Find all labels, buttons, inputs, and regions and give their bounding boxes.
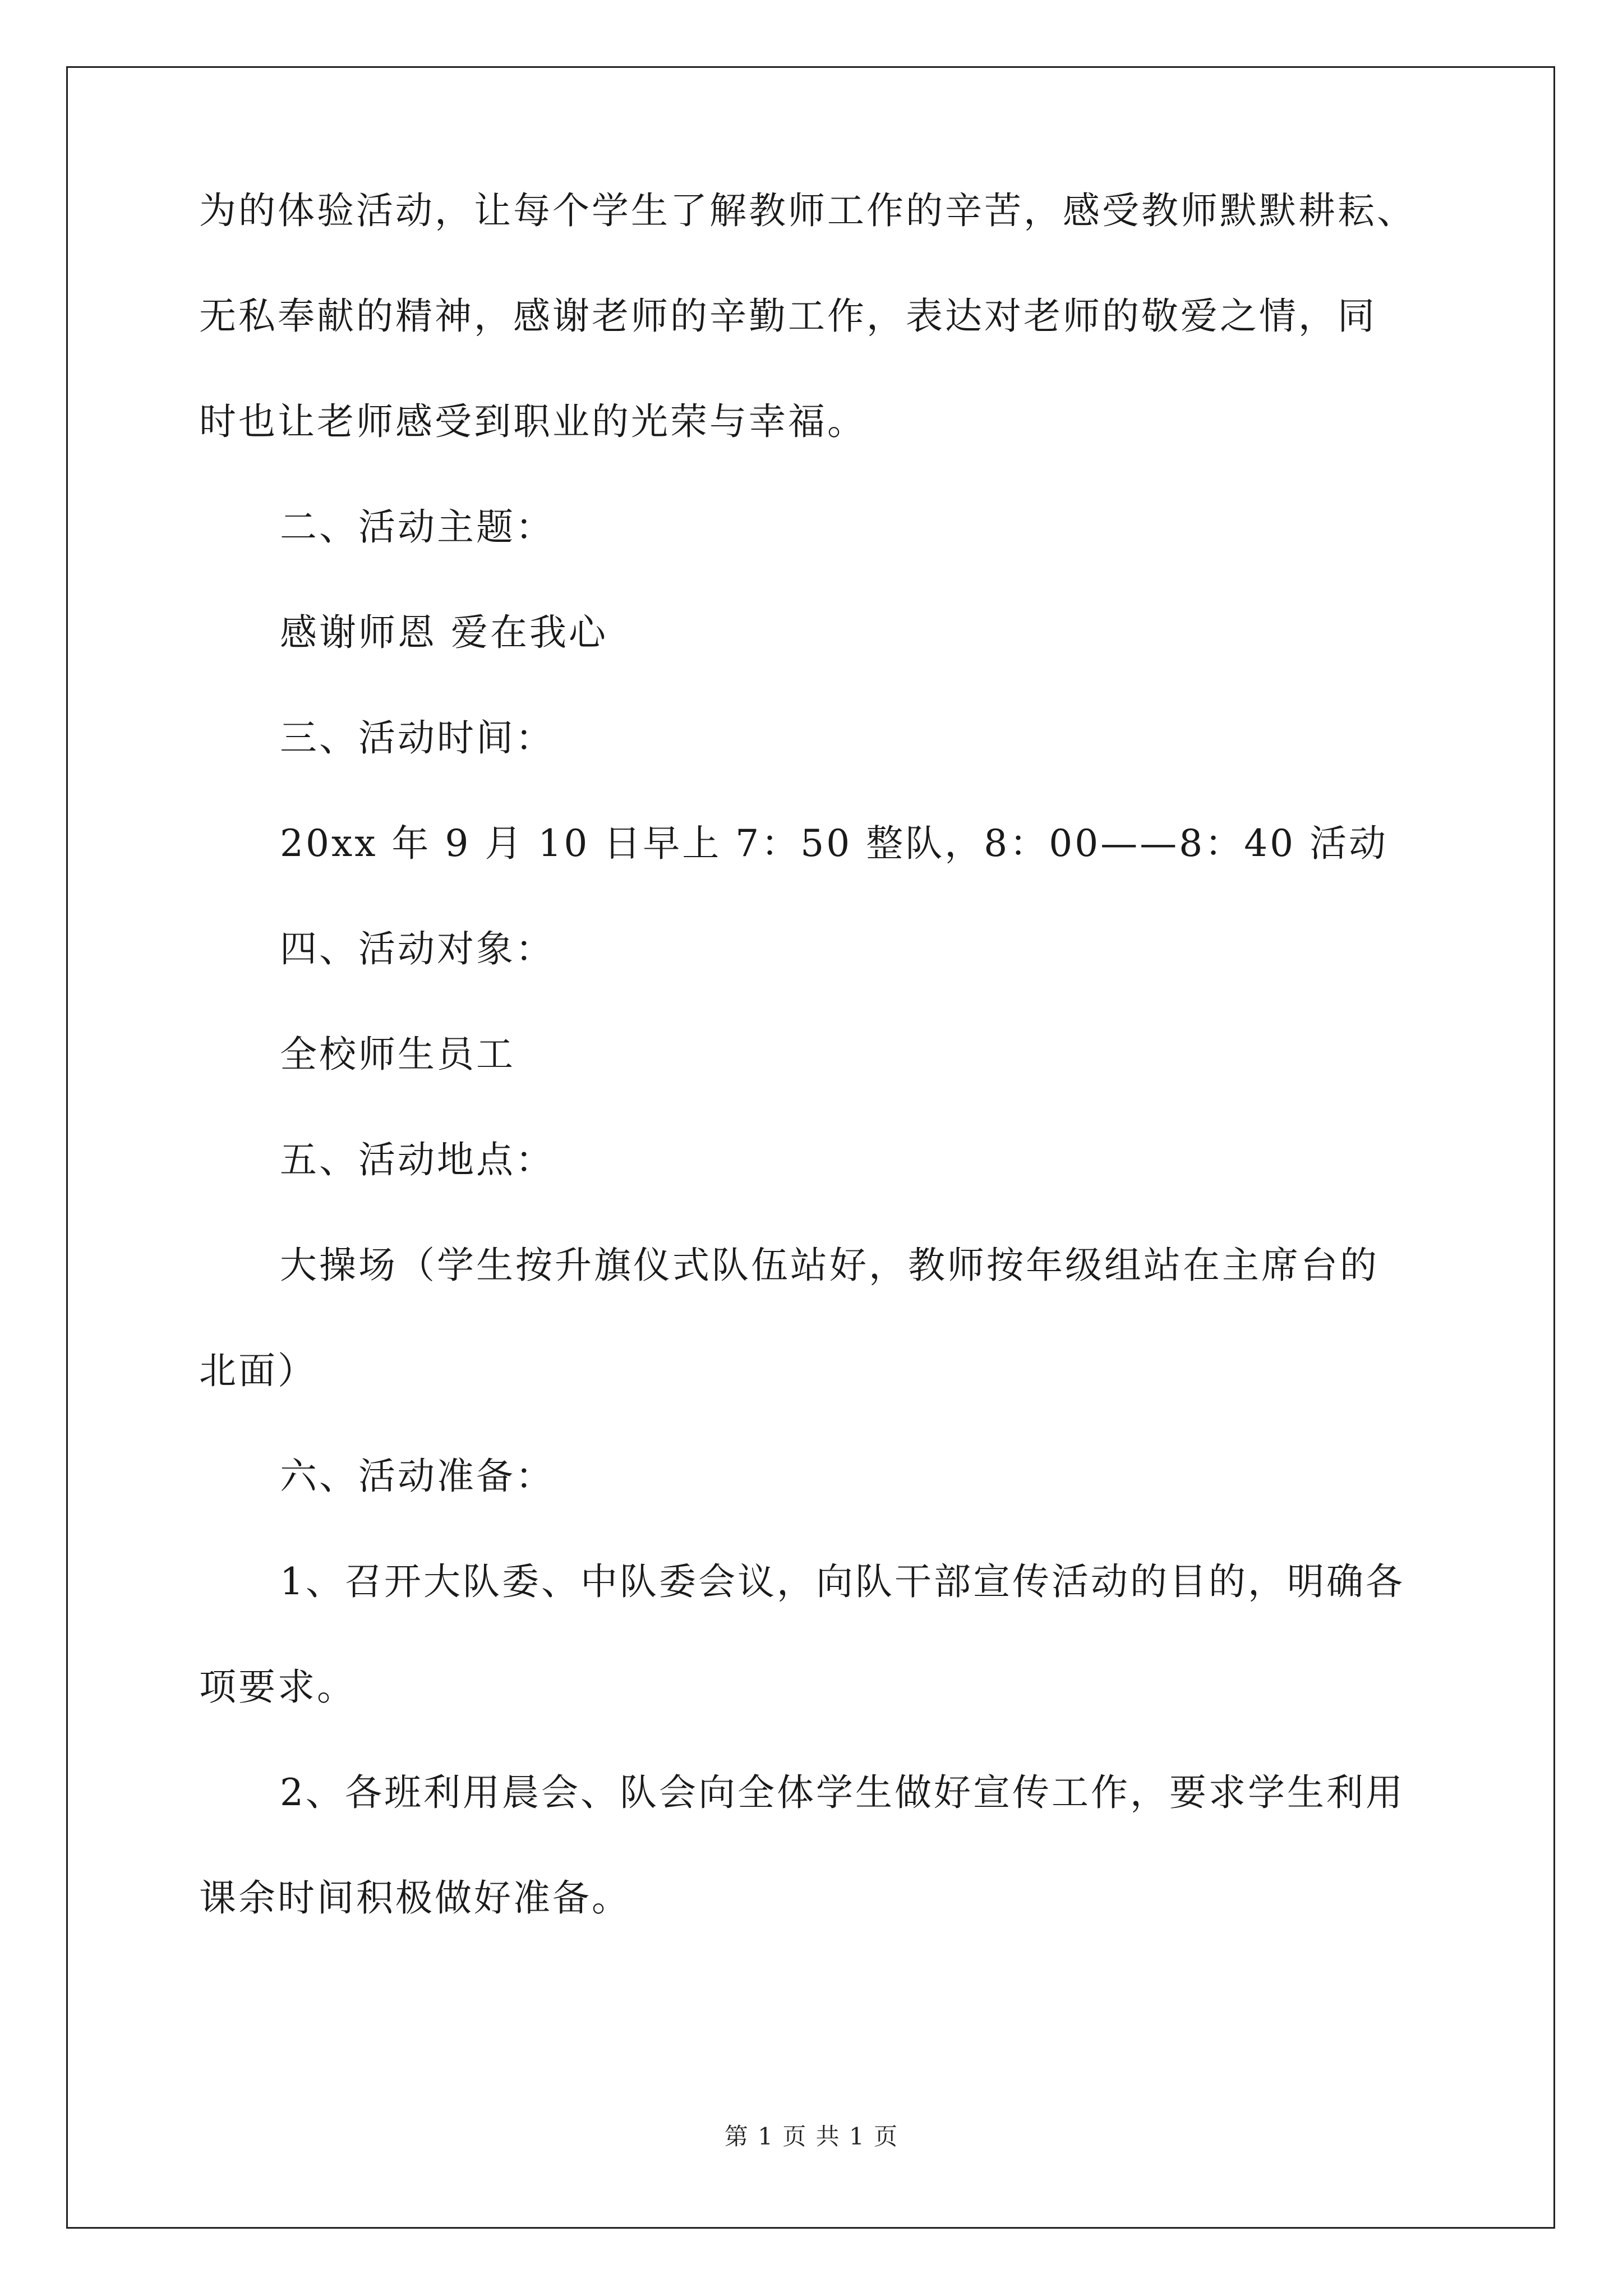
text-line: 北面） [199, 1349, 317, 1392]
text-line: 时也让老师感受到职业的光荣与幸福。 [199, 400, 866, 443]
text-line: 五、活动地点： [280, 1138, 555, 1181]
text-line: 20xx 年 9 月 10 日早上 7：50 整队，8：00——8：40 活动 [280, 822, 1389, 865]
text-line: 为的体验活动，让每个学生了解教师工作的辛苦，感受教师默默耕耘、 [199, 189, 1416, 232]
text-line: 六、活动准备： [280, 1455, 555, 1498]
text-line: 无私奉献的精神，感谢老师的辛勤工作，表达对老师的敬爱之情，同 [199, 295, 1377, 338]
text-line: 四、活动对象： [280, 927, 555, 970]
paragraph [199, 823, 1433, 864]
text-line: 大操场（学生按升旗仪式队伍站好，教师按年级组站在主席台的 [280, 1244, 1379, 1287]
document-body [199, 191, 1433, 1918]
text-line: 2、各班利用晨会、队会向全体学生做好宣传工作，要求学生利用 [280, 1771, 1405, 1814]
text-line: 全校师生员工 [280, 1033, 515, 1076]
text-line: 三、活动时间： [280, 716, 555, 760]
page-footer: 第 1 页 共 1 页 [724, 2123, 899, 2150]
paragraph [199, 929, 1433, 969]
paragraph [199, 718, 1433, 758]
paragraph [199, 1034, 1433, 1075]
text-line: 项要求。 [199, 1665, 356, 1709]
paragraph [199, 1773, 1433, 1918]
paragraph [199, 1140, 1433, 1180]
paragraph [199, 1245, 1433, 1391]
paragraph [199, 1456, 1433, 1497]
paragraph [199, 507, 1433, 547]
paragraph [199, 613, 1433, 653]
paragraph [199, 1562, 1433, 1708]
paragraph [199, 191, 1433, 442]
text-line: 1、召开大队委、中队委会议，向队干部宣传活动的目的，明确各 [280, 1560, 1405, 1603]
text-line: 二、活动主题： [280, 505, 555, 549]
text-line: 感谢师恩 爱在我心 [280, 611, 608, 654]
text-line: 课余时间积极做好准备。 [199, 1876, 631, 1920]
